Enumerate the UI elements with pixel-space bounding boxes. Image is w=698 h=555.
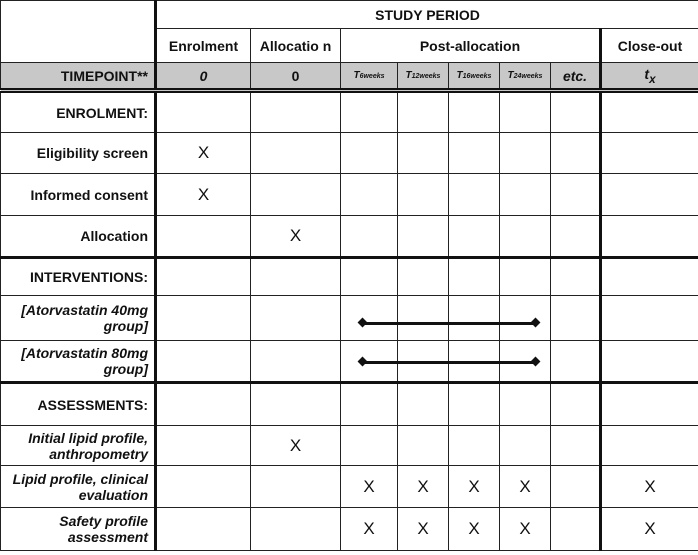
- schedule-cell: X: [156, 133, 251, 174]
- schedule-cell: [251, 258, 341, 296]
- schedule-cell: [156, 341, 251, 383]
- timepoint-allocation: 0: [251, 63, 341, 91]
- schedule-cell: [551, 174, 601, 216]
- schedule-cell: [341, 91, 398, 133]
- t-label: t: [644, 65, 650, 82]
- table-row: [1, 383, 698, 426]
- schedule-cell: X: [341, 466, 398, 508]
- row-label: Safety profile assessment: [1, 508, 156, 551]
- schedule-cell: [449, 133, 500, 174]
- schedule-cell: [156, 258, 251, 296]
- close-out-header: Close-out: [601, 29, 698, 63]
- schedule-cell: X: [398, 466, 449, 508]
- row-label: INTERVENTIONS:: [1, 258, 156, 296]
- row-label: [Atorvastatin 40mg group]: [1, 296, 156, 341]
- schedule-cell: [449, 91, 500, 133]
- schedule-cell: [500, 174, 551, 216]
- schedule-cell: [156, 426, 251, 466]
- schedule-cell: [500, 91, 551, 133]
- schedule-cell: [500, 258, 551, 296]
- schedule-cell: [449, 174, 500, 216]
- schedule-cell: [551, 466, 601, 508]
- schedule-cell: [398, 91, 449, 133]
- schedule-cell: [341, 383, 398, 426]
- schedule-body: [1, 91, 698, 551]
- table-row: [1, 133, 698, 174]
- schedule-cell: [341, 133, 398, 174]
- t-sub: 24weeks: [513, 73, 543, 80]
- row-label: ENROLMENT:: [1, 91, 156, 133]
- schedule-cell: [551, 258, 601, 296]
- schedule-cell: [341, 216, 398, 258]
- schedule-cell: X: [500, 508, 551, 551]
- schedule-cell: [500, 426, 551, 466]
- table-row: [1, 341, 698, 383]
- schedule-cell: [601, 296, 698, 341]
- schedule-cell: [251, 508, 341, 551]
- schedule-cell: [500, 383, 551, 426]
- schedule-cell: [341, 258, 398, 296]
- schedule-cell: [500, 216, 551, 258]
- table-row: [1, 426, 698, 466]
- t-sub: 6weeks: [359, 73, 385, 80]
- schedule-cell: X: [449, 508, 500, 551]
- schedule-cell: [156, 91, 251, 133]
- schedule-cell: [251, 466, 341, 508]
- schedule-cell: [601, 133, 698, 174]
- schedule-cell: [601, 174, 698, 216]
- table-row: [1, 91, 698, 133]
- schedule-cell: X: [500, 466, 551, 508]
- schedule-cell: [601, 258, 698, 296]
- table-row: [1, 216, 698, 258]
- schedule-cell: [156, 216, 251, 258]
- table-row: [1, 508, 698, 551]
- row-label: [Atorvastatin 80mg group]: [1, 341, 156, 383]
- timepoint-t16: [449, 63, 500, 91]
- corner-cell: [1, 1, 156, 63]
- schedule-cell: [601, 383, 698, 426]
- t-label: T: [456, 70, 463, 81]
- schedule-cell: [398, 133, 449, 174]
- t-sub: 12weeks: [411, 73, 441, 80]
- atorvastatin-40-duration-arrow: [362, 322, 536, 325]
- schedule-cell: [601, 341, 698, 383]
- schedule-cell: [449, 383, 500, 426]
- timepoint-t24: [500, 63, 551, 91]
- schedule-cell: [341, 426, 398, 466]
- schedule-cell: X: [601, 508, 698, 551]
- schedule-cell: [551, 508, 601, 551]
- schedule-cell: [156, 508, 251, 551]
- row-label: Initial lipid profile, anthropometry: [1, 426, 156, 466]
- schedule-cell: [398, 216, 449, 258]
- row-label: Allocation: [1, 216, 156, 258]
- allocation-header: Allocatio n: [251, 29, 341, 63]
- timepoint-t12: [398, 63, 449, 91]
- schedule-cell: [398, 296, 449, 341]
- schedule-cell: [156, 296, 251, 341]
- t-label: T: [405, 70, 412, 81]
- timepoint-etc: etc.: [551, 63, 601, 91]
- schedule-cell: [251, 91, 341, 133]
- t-sub: 16weeks: [462, 73, 492, 80]
- schedule-cell: X: [156, 174, 251, 216]
- schedule-cell: [251, 174, 341, 216]
- study-period-header: STUDY PERIOD: [156, 1, 698, 29]
- row-label: Informed consent: [1, 174, 156, 216]
- schedule-cell: X: [398, 508, 449, 551]
- schedule-cell: [500, 296, 551, 341]
- schedule-cell: X: [601, 466, 698, 508]
- t-sub: x: [649, 72, 656, 86]
- schedule-cell: [551, 216, 601, 258]
- schedule-cell: [156, 383, 251, 426]
- timepoint-t6: [341, 63, 398, 91]
- post-allocation-header: Post-allocation: [341, 29, 601, 63]
- schedule-cell: [449, 258, 500, 296]
- schedule-cell: [601, 91, 698, 133]
- t-label: T: [353, 70, 360, 81]
- schedule-cell: [341, 174, 398, 216]
- row-label: ASSESSMENTS:: [1, 383, 156, 426]
- schedule-cell: X: [251, 216, 341, 258]
- schedule-cell: [398, 174, 449, 216]
- schedule-cell: [341, 296, 398, 341]
- schedule-cell: X: [341, 508, 398, 551]
- schedule-cell: [156, 466, 251, 508]
- schedule-cell: X: [449, 466, 500, 508]
- row-label: Lipid profile, clinical evaluation: [1, 466, 156, 508]
- atorvastatin-80-duration-arrow: [362, 361, 536, 364]
- schedule-cell: [251, 133, 341, 174]
- schedule-cell: [551, 341, 601, 383]
- schedule-cell: [251, 341, 341, 383]
- schedule-cell: [251, 383, 341, 426]
- timepoint-label: TIMEPOINT**: [1, 63, 156, 91]
- schedule-cell: X: [251, 426, 341, 466]
- t-label: T: [507, 70, 514, 81]
- schedule-cell: [551, 296, 601, 341]
- schedule-cell: [601, 426, 698, 466]
- schedule-cell: [449, 216, 500, 258]
- row-label: Eligibility screen: [1, 133, 156, 174]
- table-row: [1, 258, 698, 296]
- schedule-cell: [398, 258, 449, 296]
- schedule-cell: [449, 426, 500, 466]
- schedule-cell: [551, 91, 601, 133]
- timepoint-close: [601, 63, 698, 91]
- schedule-cell: [500, 133, 551, 174]
- schedule-cell: [551, 383, 601, 426]
- schedule-cell: [398, 383, 449, 426]
- schedule-cell: [601, 216, 698, 258]
- schedule-cell: [251, 296, 341, 341]
- table-row: [1, 466, 698, 508]
- schedule-cell: [551, 426, 601, 466]
- enrolment-header: Enrolment: [156, 29, 251, 63]
- schedule-cell: [449, 296, 500, 341]
- timepoint-enrolment: 0: [156, 63, 251, 91]
- schedule-cell: [551, 133, 601, 174]
- schedule-cell: [398, 426, 449, 466]
- table-row: [1, 174, 698, 216]
- table-row: [1, 296, 698, 341]
